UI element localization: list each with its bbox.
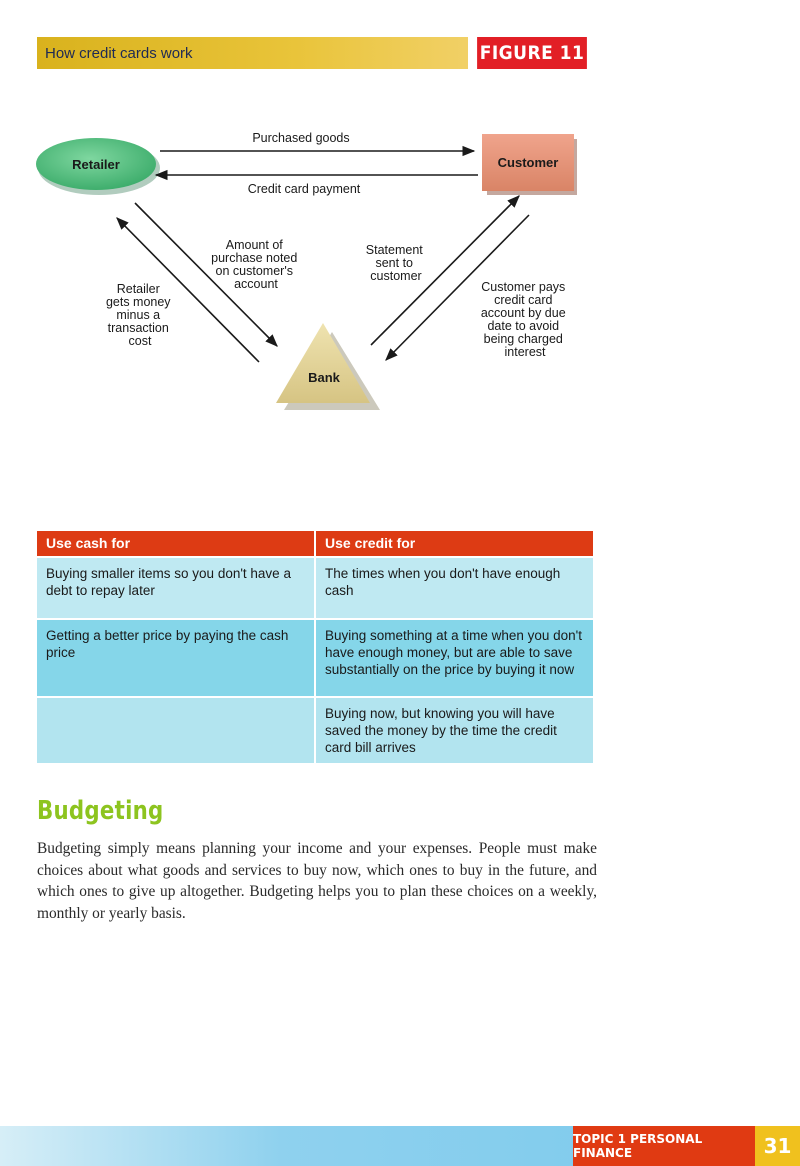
table-cell: Buying smaller items so you don't have a debt to repay later	[37, 557, 315, 619]
topic-label: TOPIC 1 PERSONAL FINANCE	[573, 1126, 755, 1166]
bank-label: Bank	[308, 370, 340, 385]
cash-vs-credit-table	[37, 531, 593, 763]
table-row	[37, 697, 593, 763]
purchased-goods-label: Purchased goods	[252, 131, 350, 145]
credit-card-payment-label: Credit card payment	[247, 182, 361, 196]
credit-card-flow-diagram	[0, 0, 800, 460]
figure-label: FIGURE 11	[477, 37, 587, 69]
table-header-row	[37, 531, 593, 557]
customer-label: Customer	[497, 155, 559, 170]
amount-noted-label: Amount of purchase noted on customer's account	[211, 238, 298, 291]
budgeting-paragraph: Budgeting simply means planning your income and your expenses. People must make choices about what goods and services to buy now, which ones to buy in the future, and which ones to give up altogether. Budgeting helps you to plan these choices on a weekly, monthly or yearly basis.	[37, 840, 597, 922]
retailer-node	[36, 138, 160, 195]
retailer-gets-money-label: Retailer gets money minus a transaction cost	[105, 282, 171, 348]
table-cell: The times when you don't have enough cash	[315, 557, 593, 619]
table-row	[37, 619, 593, 697]
customer-node	[482, 134, 577, 195]
table-row	[37, 557, 593, 619]
bank-node	[276, 323, 380, 410]
retailer-label: Retailer	[72, 157, 120, 172]
table-cell: Buying something at a time when you don't have enough money, but are able to save substantially on the price by buying it now	[315, 619, 593, 697]
header-use-cash: Use cash for	[37, 531, 315, 557]
table-cell: Buying now, but knowing you will have saved the money by the time the credit card bill arrives	[315, 697, 593, 763]
figure-title: How credit cards work	[45, 44, 193, 62]
table-cell	[37, 697, 315, 763]
customer-pays-label: Customer pays credit card account by due date to avoid being charged interest	[480, 280, 566, 359]
table-cell: Getting a better price by paying the cash price	[37, 619, 315, 697]
budgeting-heading: Budgeting	[37, 796, 164, 826]
page-number: 31	[755, 1126, 800, 1166]
statement-sent-label: Statement sent to customer	[365, 243, 423, 283]
header-use-credit: Use credit for	[315, 531, 593, 557]
